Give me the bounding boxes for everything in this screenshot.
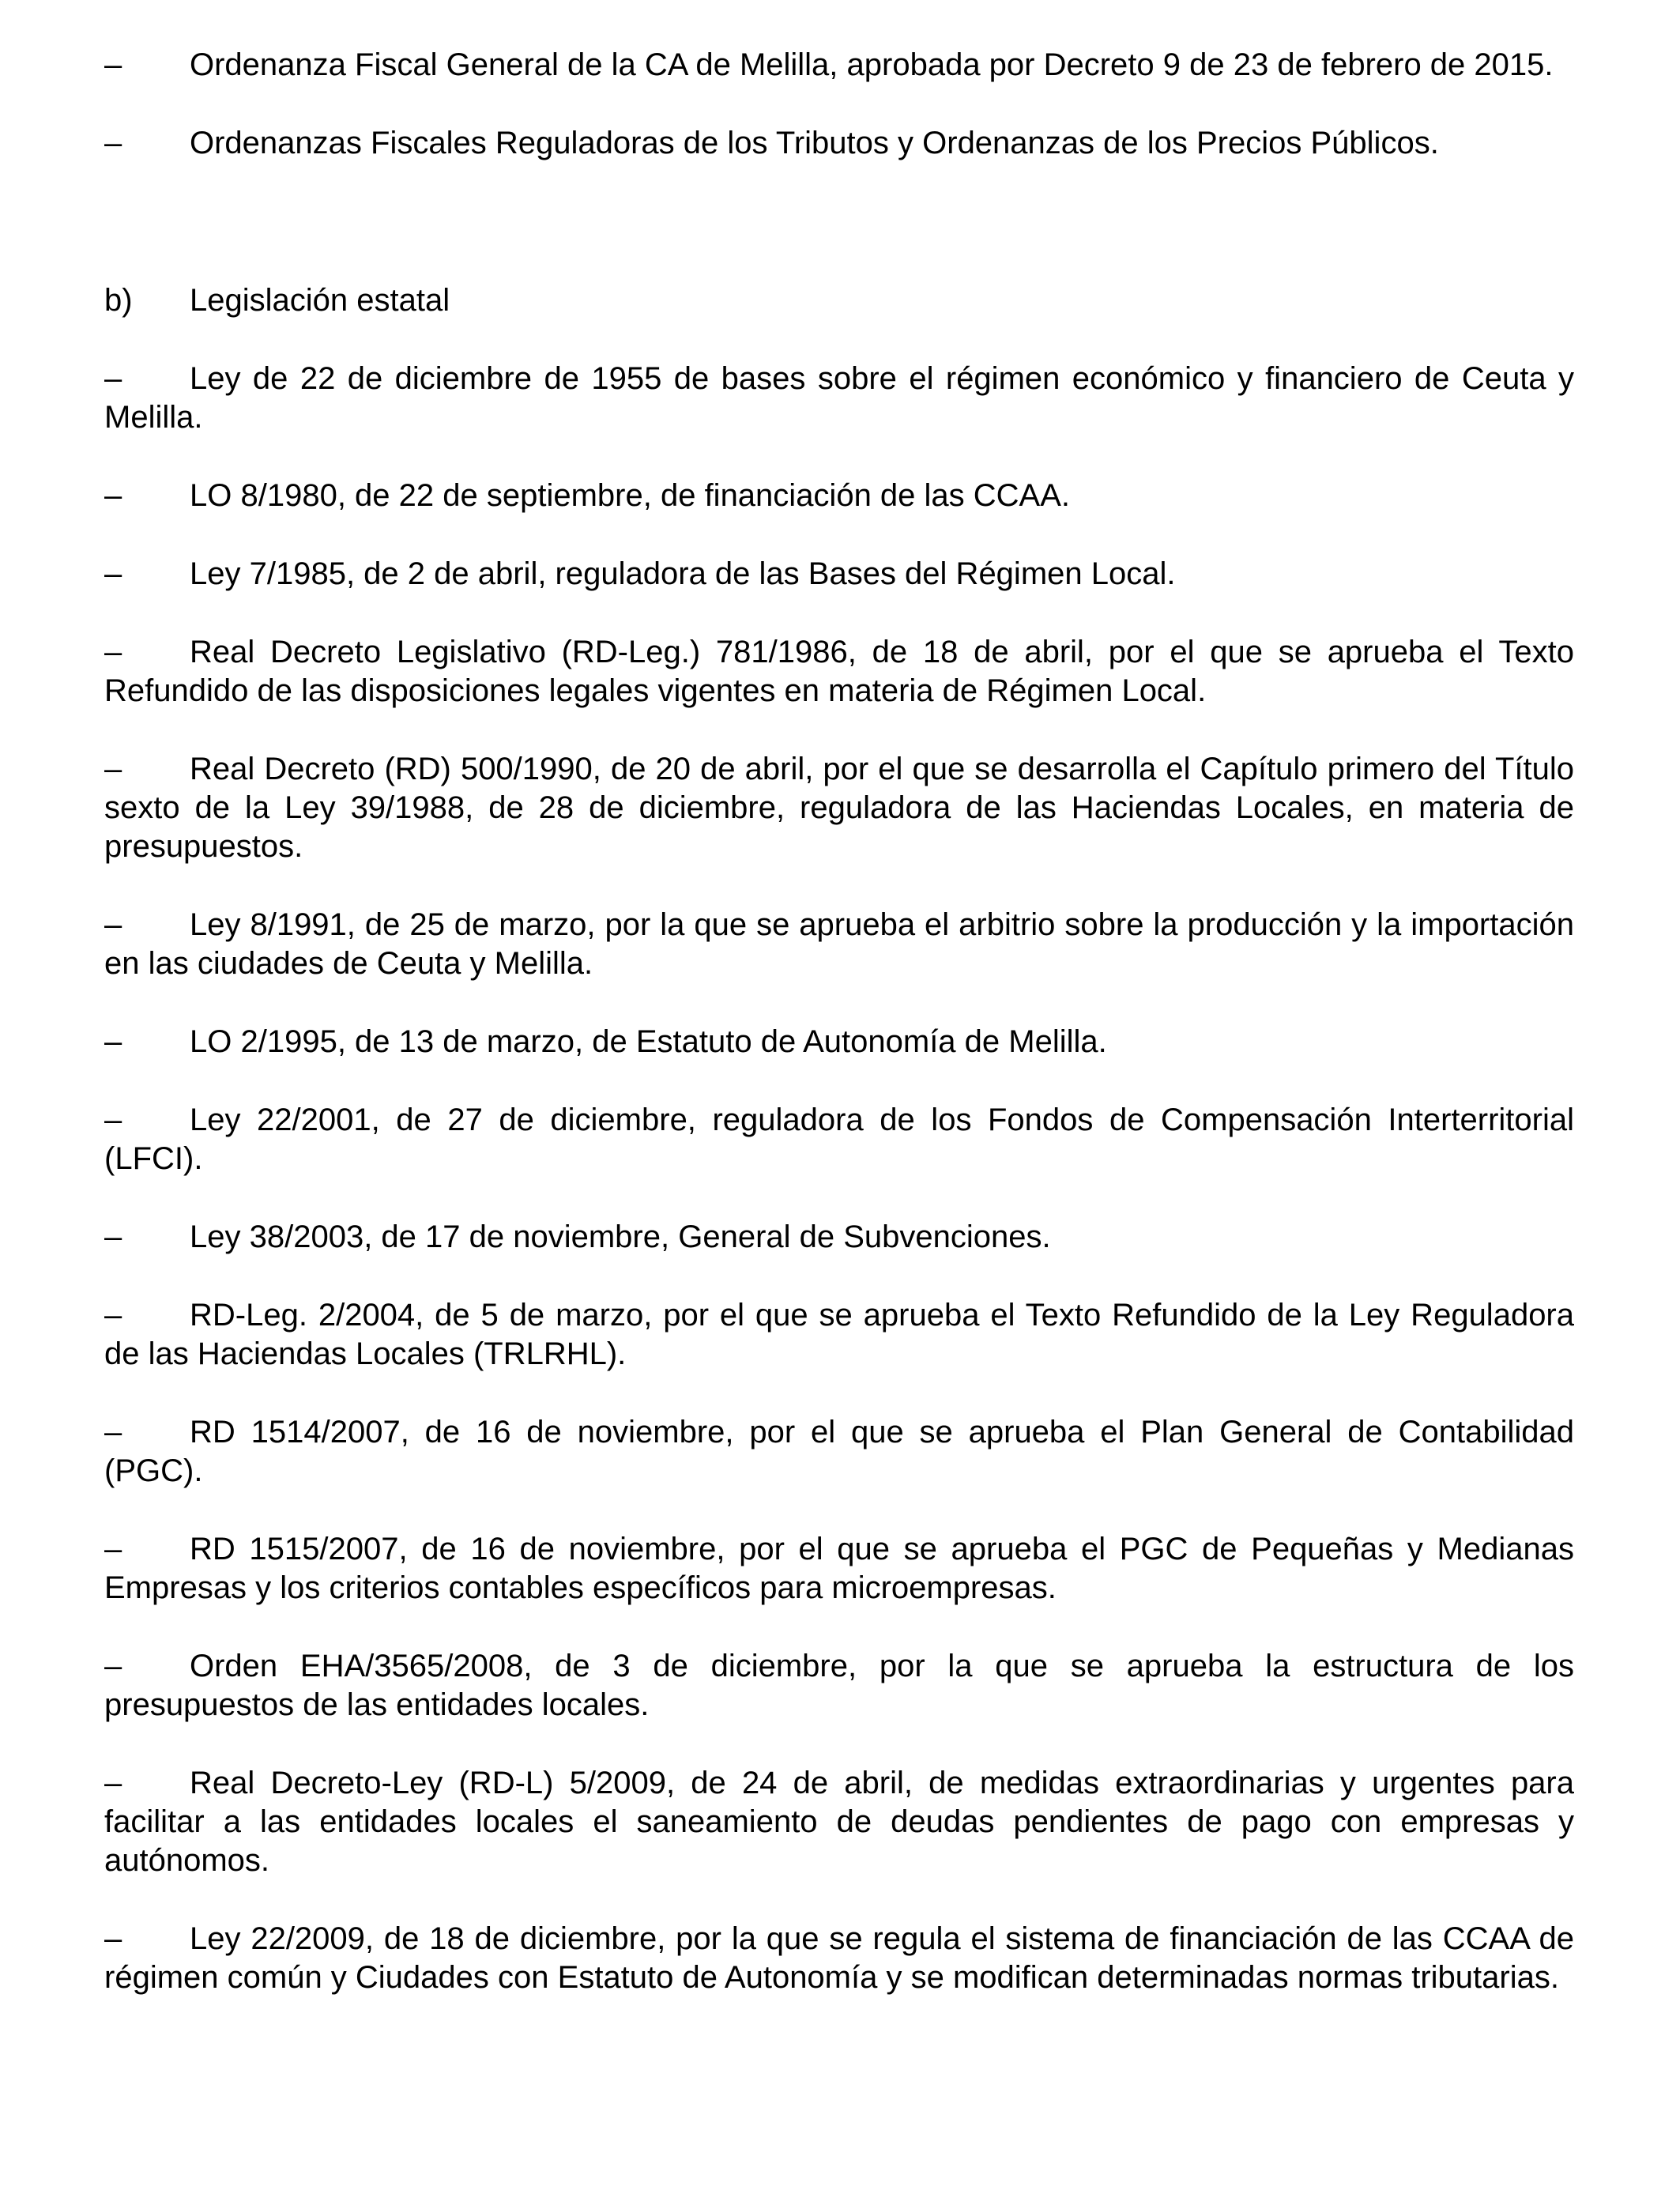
list-item-text: LO 2/1995, de 13 de marzo, de Estatuto de Autonomía de Melilla. — [190, 1024, 1107, 1059]
list-item — [104, 750, 1574, 866]
dash-bullet: – — [104, 1220, 122, 1254]
list-item-text: Ordenanza Fiscal General de la CA de Melilla, aprobada por Decreto 9 de 23 de febrero de 2015. — [190, 47, 1554, 82]
dash-bullet: – — [104, 1921, 122, 1956]
list-item-text: Ley 7/1985, de 2 de abril, reguladora de las Bases del Régimen Local. — [190, 556, 1176, 591]
list-item — [104, 477, 1574, 515]
dash-bullet: – — [104, 1024, 122, 1059]
dash-bullet: – — [104, 126, 122, 160]
list-item-text: Ley 22/2009, de 18 de diciembre, por la que se regula el sistema de financiación de las CCAA de régimen común y Ciudades con Estatuto de Autonomía y se modifican determinadas normas tributarias. — [104, 1921, 1574, 1995]
dash-bullet: – — [104, 1766, 122, 1800]
list-item — [104, 1101, 1574, 1178]
document-page — [104, 46, 1574, 2037]
section-marker: b) — [104, 283, 133, 318]
list-item-text: RD 1515/2007, de 16 de noviembre, por el que se aprueba el PGC de Pequeñas y Medianas Empresas y los criterios contables específicos para microempresas. — [104, 1532, 1574, 1605]
list-item-text: Real Decreto Legislativo (RD-Leg.) 781/1986, de 18 de abril, por el que se aprueba el Texto Refundido de las disposiciones legales vigentes en materia de Régimen Local. — [104, 635, 1574, 708]
dash-bullet: – — [104, 361, 122, 396]
list-item — [104, 1530, 1574, 1608]
list-item-text: Ley 22/2001, de 27 de diciembre, reguladora de los Fondos de Compensación Interterritorial (LFCI). — [104, 1103, 1574, 1176]
list-item-text: Ley 8/1991, de 25 de marzo, por la que se aprueba el arbitrio sobre la producción y la importación en las ciudades de Ceuta y Melilla. — [104, 907, 1574, 981]
list-item-text: Ordenanzas Fiscales Reguladoras de los Tributos y Ordenanzas de los Precios Públicos. — [190, 126, 1439, 160]
list-item-text: Real Decreto-Ley (RD-L) 5/2009, de 24 de abril, de medidas extraordinarias y urgentes para facilitar a las entidades locales el saneamiento de deudas pendientes de pago con empresas y autónomos. — [104, 1766, 1574, 1878]
list-item-text: Ley de 22 de diciembre de 1955 de bases sobre el régimen económico y financiero de Ceuta y Melilla. — [104, 361, 1574, 435]
list-item — [104, 1413, 1574, 1491]
section-spacer — [104, 202, 1574, 281]
list-item-text: RD 1514/2007, de 16 de noviembre, por el que se aprueba el Plan General de Contabilidad (PGC). — [104, 1415, 1574, 1488]
list-item — [104, 555, 1574, 594]
dash-bullet: – — [104, 47, 122, 82]
list-item — [104, 1218, 1574, 1257]
dash-bullet: – — [104, 635, 122, 669]
dash-bullet: – — [104, 556, 122, 591]
list-item — [104, 46, 1574, 85]
dash-bullet: – — [104, 907, 122, 942]
section-title: Legislación estatal — [190, 283, 450, 318]
dash-bullet: – — [104, 752, 122, 786]
list-item-text: LO 8/1980, de 22 de septiembre, de financiación de las CCAA. — [190, 478, 1071, 513]
dash-bullet: – — [104, 1649, 122, 1683]
dash-bullet: – — [104, 1415, 122, 1449]
dash-bullet: – — [104, 1103, 122, 1137]
dash-bullet: – — [104, 1532, 122, 1566]
list-item — [104, 906, 1574, 983]
list-item — [104, 633, 1574, 711]
list-item — [104, 1023, 1574, 1061]
list-item-text: Ley 38/2003, de 17 de noviembre, General de Subvenciones. — [190, 1220, 1051, 1254]
list-item-text: Orden EHA/3565/2008, de 3 de diciembre, por la que se aprueba la estructura de los presupuestos de las entidades locales. — [104, 1649, 1574, 1722]
list-item-text: RD-Leg. 2/2004, de 5 de marzo, por el que se aprueba el Texto Refundido de la Ley Reguladora de las Haciendas Locales (TRLRHL). — [104, 1298, 1574, 1371]
list-item — [104, 1764, 1574, 1880]
list-item — [104, 360, 1574, 437]
list-item — [104, 1920, 1574, 1997]
list-item-text: Real Decreto (RD) 500/1990, de 20 de abril, por el que se desarrolla el Capítulo primero del Título sexto de la Ley 39/1988, de 28 de diciembre, reguladora de las Haciendas Locales, en materia de presupuestos. — [104, 752, 1574, 864]
list-item — [104, 124, 1574, 163]
dash-bullet: – — [104, 1298, 122, 1333]
list-item — [104, 1296, 1574, 1374]
list-item — [104, 1647, 1574, 1725]
dash-bullet: – — [104, 478, 122, 513]
section-heading — [104, 281, 1574, 320]
